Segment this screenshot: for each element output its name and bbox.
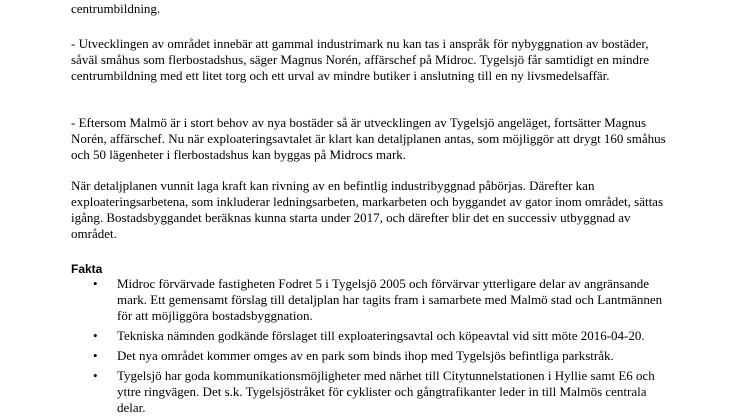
fact-text: Midroc förvärvade fastigheten Fodret 5 i Tygelsjö 2005 och förvärvar ytterligare delar av angränsande mark. Ett gemensamt förslag till detaljplan har tagits fram i samarbete med Malmö stad och Lantmännen för att möjliggöra bostadsbyggnation.: [117, 276, 663, 323]
fact-text: Tygelsjö har goda kommunikationsmöjligheter med närhet till Citytunnelstationen i Hyllie samt E6 och yttre ringvägen. Det s.k. Tygelsjöstråket för cyklister och gångtrafikanter leder in till Malmös centrala delar.: [117, 368, 655, 415]
fact-text: Tekniska nämnden godkände förslaget till exploateringsavtal och köpeavtal vid sitt möte 2016-04-20.: [117, 328, 645, 343]
bullet-icon: •: [93, 276, 98, 291]
bullet-icon: •: [93, 328, 98, 343]
bullet-icon: •: [93, 348, 98, 363]
list-item: [71, 328, 671, 344]
paragraph-quote-1: - Utvecklingen av området innebär att gammal industrimark nu kan tas i anspråk för nybyggnation av bostäder, såväl småhus som flerbostadshus, säger Magnus Norén, affärschef på Midroc. Tygelsjö får samtidigt en mindre centrumbildning med ett litet torg och ett urval av mindre butiker i anslutning till en ny livsmedelsaffär.: [71, 36, 650, 83]
bullet-icon: •: [93, 368, 98, 383]
paragraph-quote-2: - Eftersom Malmö är i stort behov av nya bostäder så är utvecklingen av Tygelsjö angeläget, fortsätter Magnus Norén, affärschef. Nu när exploateringsavtalet är klart kan detaljplanen antas, som möjliggör att drygt 160 småhus och 50 lägenheter i flerbostadshus kan byggas på Midrocs mark.: [71, 115, 666, 162]
paragraph-timeline: När detaljplanen vunnit laga kraft kan rivning av en befintlig industribyggnad påbörjas. Därefter kan exploateringsarbetena, som inkluderar ledningsarbeten, markarbeten och byggandet av gator inom området, sättas igång. Bostadsbyggandet beräknas kunna starta under 2017, och därefter blir det en successiv utbyggnad av området.: [71, 178, 664, 241]
paragraph-continuation: centrumbildning.: [71, 1, 161, 16]
list-item: [71, 368, 671, 416]
list-item: [71, 276, 671, 324]
fact-text: Det nya området kommer omges av en park som binds ihop med Tygelsjös befintliga parkstråk.: [117, 348, 614, 363]
facts-list: [71, 276, 671, 419]
facts-heading: Fakta: [71, 262, 103, 276]
list-item: [71, 348, 671, 364]
